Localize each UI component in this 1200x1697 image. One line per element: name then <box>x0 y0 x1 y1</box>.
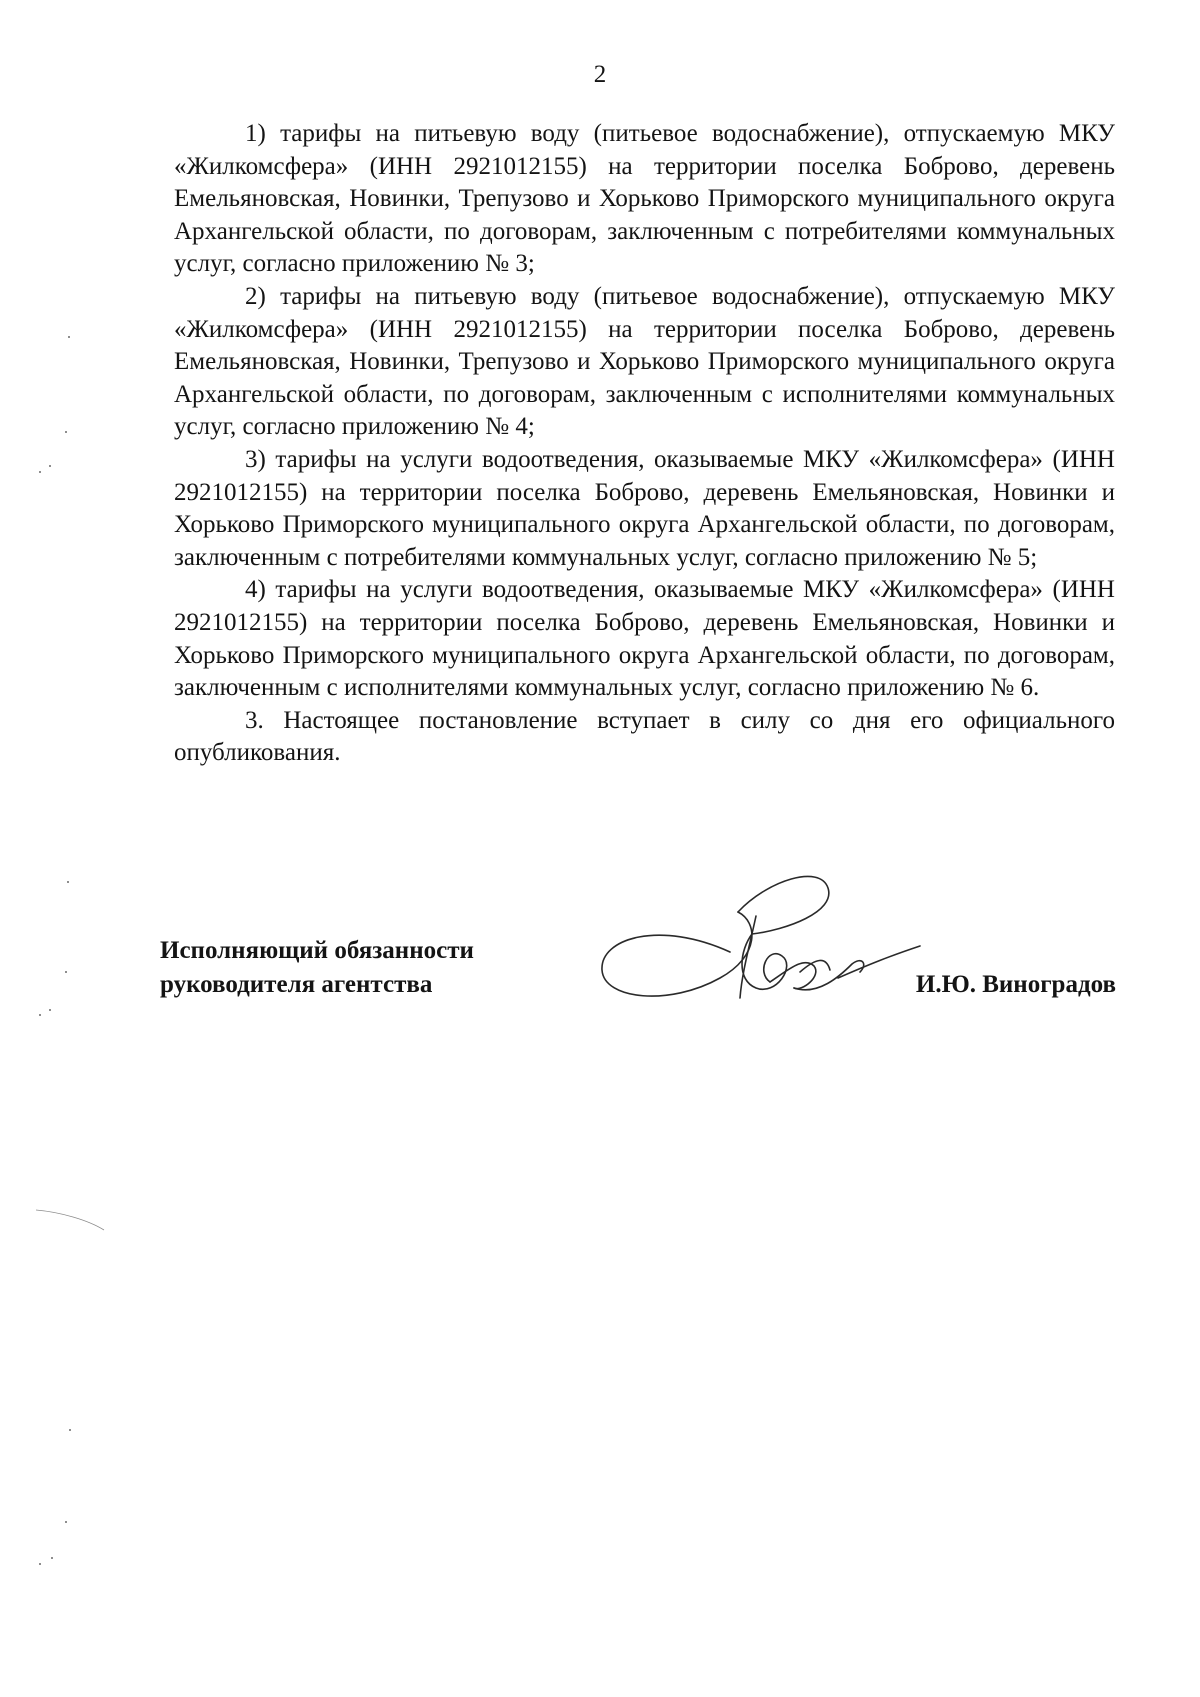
paragraph-tariff-4: 4) тарифы на услуги водоотведения, оказываемые МКУ «Жилкомсфера» (ИНН 2921012155) на территории поселка Боброво, деревень Емельяновская, Новинки и Хорьково Приморского муниципального округа Архангельской области, по договорам, заключенным с исполнителями коммунальных услуг, согласно приложению № 6. <box>174 576 1115 702</box>
signatory-position-line-2: руководителя агентства <box>160 971 433 998</box>
signatory-name: И.Ю. Виноградов <box>915 971 1116 998</box>
document-body <box>174 118 1115 770</box>
paragraph-tariff-3: 3) тарифы на услуги водоотведения, оказываемые МКУ «Жилкомсфера» (ИНН 2921012155) на территории поселка Боброво, деревень Емельяновская, Новинки и Хорьково Приморского муниципального округа Архангельской области, по договорам, заключенным с потребителями коммунальных услуг, согласно приложению № 5; <box>174 445 1115 571</box>
paragraph-tariff-1: 1) тарифы на питьевую воду (питьевое водоснабжение), отпускаемую МКУ «Жилкомсфера» (ИНН 2921012155) на территории поселка Боброво, деревень Емельяновская, Новинки, Трепузово и Хорьково Приморского муниципального округа Архангельской области, по договорам, заключенным с потребителями коммунальных услуг, согласно приложению № 3; <box>174 120 1115 278</box>
page-number: 2 <box>593 61 607 88</box>
signatory-position <box>160 934 474 1002</box>
signatory-position-line-1: Исполняющий обязанности <box>160 937 474 964</box>
paragraph-effective-date: 3. Настоящее постановление вступает в силу со дня его официального опубликования. <box>174 706 1115 767</box>
paragraph-tariff-2: 2) тарифы на питьевую воду (питьевое водоснабжение), отпускаемую МКУ «Жилкомсфера» (ИНН 2921012155) на территории поселка Боброво, деревень Емельяновская, Новинки, Трепузово и Хорьково Приморского муниципального округа Архангельской области, по договорам, заключенным с исполнителями коммунальных услуг, согласно приложению № 4; <box>174 282 1115 441</box>
signature-icon <box>590 860 930 1020</box>
